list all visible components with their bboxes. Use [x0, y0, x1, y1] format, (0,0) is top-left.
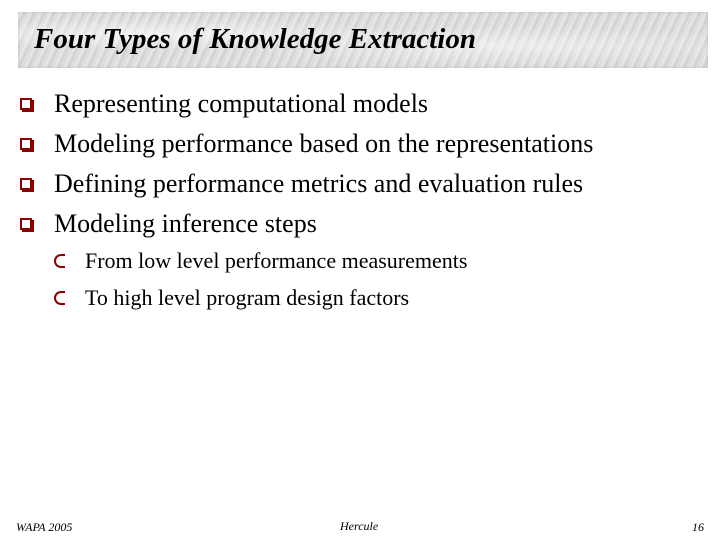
- bullet-item: [20, 124, 593, 164]
- square-bullet-icon: [20, 218, 32, 230]
- bullet-item: [20, 204, 593, 244]
- sub-bullet-item: [54, 242, 467, 279]
- slide-title: Four Types of Knowledge Extraction: [34, 23, 476, 55]
- footer-author: Hercule: [340, 519, 379, 533]
- sub-bullet-list: [54, 242, 467, 316]
- bullet-list: [20, 84, 593, 244]
- footer-conference: WAPA 2005: [16, 520, 73, 534]
- square-bullet-icon: [20, 98, 32, 110]
- crescent-bullet-icon: [54, 254, 65, 268]
- bullet-text: Modeling inference steps: [54, 209, 317, 238]
- crescent-bullet-icon: [54, 291, 65, 305]
- bullet-text: Representing computational models: [54, 89, 429, 118]
- sub-bullet-text: To high level program design factors: [85, 284, 410, 310]
- bullet-text: Defining performance metrics and evaluation rules: [54, 169, 584, 198]
- bullet-item: [20, 84, 593, 124]
- sub-bullet-item: [54, 279, 467, 316]
- bullet-text: Modeling performance based on the representations: [54, 129, 594, 158]
- page-number: 16: [692, 520, 704, 534]
- square-bullet-icon: [20, 138, 32, 150]
- bullet-item: [20, 164, 593, 204]
- sub-bullet-text: From low level performance measurements: [85, 247, 468, 273]
- title-bar: [18, 12, 708, 68]
- square-bullet-icon: [20, 178, 32, 190]
